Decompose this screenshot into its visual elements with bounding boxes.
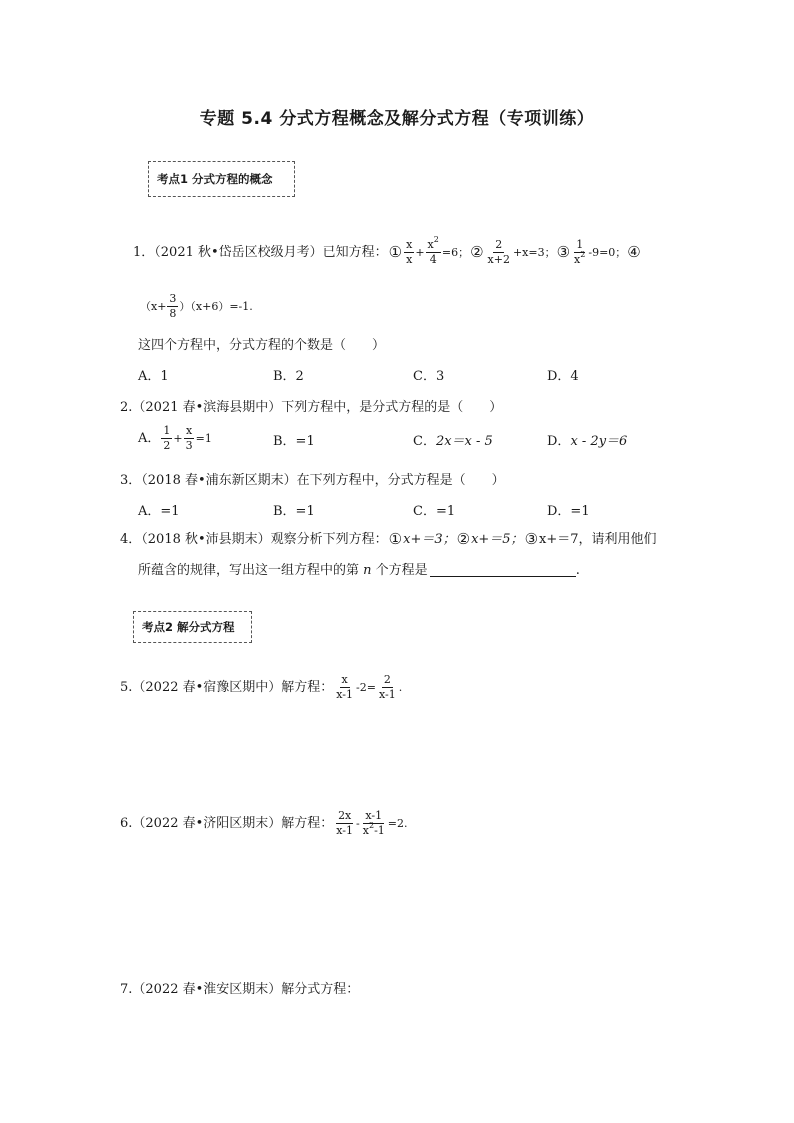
section-heading-1 xyxy=(148,161,295,197)
section-heading-2-label: 考点2 解分式方程 xyxy=(142,620,235,634)
fraction: $\frac{3}{8}$ xyxy=(169,291,177,320)
question-5: 5.（2022 春•宿豫区期中）解方程： $\frac{x}{x-1}$ -2= $\frac{2}{x-1}$ . xyxy=(120,672,403,701)
fraction: $\frac{x}{x}$ xyxy=(406,237,413,266)
circled-4-icon: ④ xyxy=(627,242,641,261)
q2-option-b: B．=1 xyxy=(273,434,315,449)
question-1-prefix: 1．（2021 秋•岱岳区校级月考）已知方程： xyxy=(133,244,388,260)
q3-option-c: C．=1 xyxy=(413,504,456,519)
fraction: $\frac{x}{3}$ xyxy=(185,423,193,452)
q3-option-b: B．=1 xyxy=(273,504,315,519)
fraction: $\frac{1}{x^2}$ xyxy=(574,237,586,266)
fraction: $\frac{x}{x-1}$ xyxy=(336,672,354,701)
circled-2-icon: ② xyxy=(470,242,484,261)
fraction: $\frac{x-1}{x^2-1}$ xyxy=(362,808,385,837)
q1-option-b: B．2 xyxy=(273,369,304,384)
fraction: $\frac{x^2}{4}$ xyxy=(427,234,439,266)
question-4: 4．（2018 秋•沛县期末）观察分析下列方程： ① x+＝3； ② x+＝5； ③ x+＝7，请利用他们 xyxy=(120,530,657,548)
question-1-equation-4: （x+ $\frac{3}{8}$ ）（x+6）=-1. xyxy=(140,291,253,320)
question-6: 6.（2022 春•济阳区期末）解方程： $\frac{2x}{x-1}$ - $\frac{x-1}{x^2-1}$ =2. xyxy=(120,808,408,837)
question-4-line-2: 所蕴含的规律，写出这一组方程中的第 n 个方程是 . xyxy=(138,563,580,578)
question-3: 3．（2018 春•浦东新区期末）在下列方程中，分式方程是（ ） xyxy=(120,473,505,488)
q1-option-a: A．1 xyxy=(138,369,169,384)
q3-option-d: D．=1 xyxy=(547,504,590,519)
page-title: 专题 5.4 分式方程概念及解分式方程（专项训练） xyxy=(199,109,595,129)
circled-3-icon: ③ xyxy=(556,242,571,261)
question-2: 2.（2021 春•滨海县期中）下列方程中，是分式方程的是（ ） xyxy=(120,400,503,415)
answer-blank[interactable] xyxy=(430,564,576,577)
q1-option-c: C．3 xyxy=(413,369,445,384)
q2-option-a: A． $\frac{1}{2}$ + $\frac{x}{3}$ =1 xyxy=(138,423,212,452)
circled-1-icon: ① xyxy=(388,530,403,548)
q3-option-a: A．=1 xyxy=(138,504,180,519)
q1-option-d: D．4 xyxy=(547,369,579,384)
q2-option-c: C．2x＝x - 5 xyxy=(413,434,493,449)
circled-2-icon: ② xyxy=(456,530,471,548)
fraction: $\frac{1}{2}$ xyxy=(163,423,171,452)
circled-1-icon: ① xyxy=(388,242,403,261)
question-7: 7.（2022 春•淮安区期末）解分式方程： xyxy=(120,982,360,997)
question-1: 1．（2021 秋•岱岳区校级月考）已知方程： ① $\frac{x}{x}$ + $\frac{x^2}{4}$ =6； ② $\frac{2}{x+2}$ +x=3； ③ $\frac{1}{x^2}$ -9=0； ④ xyxy=(133,234,641,266)
section-heading-1-label: 考点1 分式方程的概念 xyxy=(157,172,273,186)
circled-3-icon: ③ xyxy=(524,530,539,548)
section-heading-2 xyxy=(133,611,252,643)
fraction: $\frac{2}{x-1}$ xyxy=(378,672,396,701)
fraction: $\frac{2}{x+2}$ xyxy=(487,237,510,266)
q2-option-d: D．x - 2y＝6 xyxy=(547,434,628,449)
fraction: $\frac{2x}{x-1}$ xyxy=(336,808,354,837)
question-1-stem: 这四个方程中，分式方程的个数是（ ） xyxy=(138,338,386,353)
